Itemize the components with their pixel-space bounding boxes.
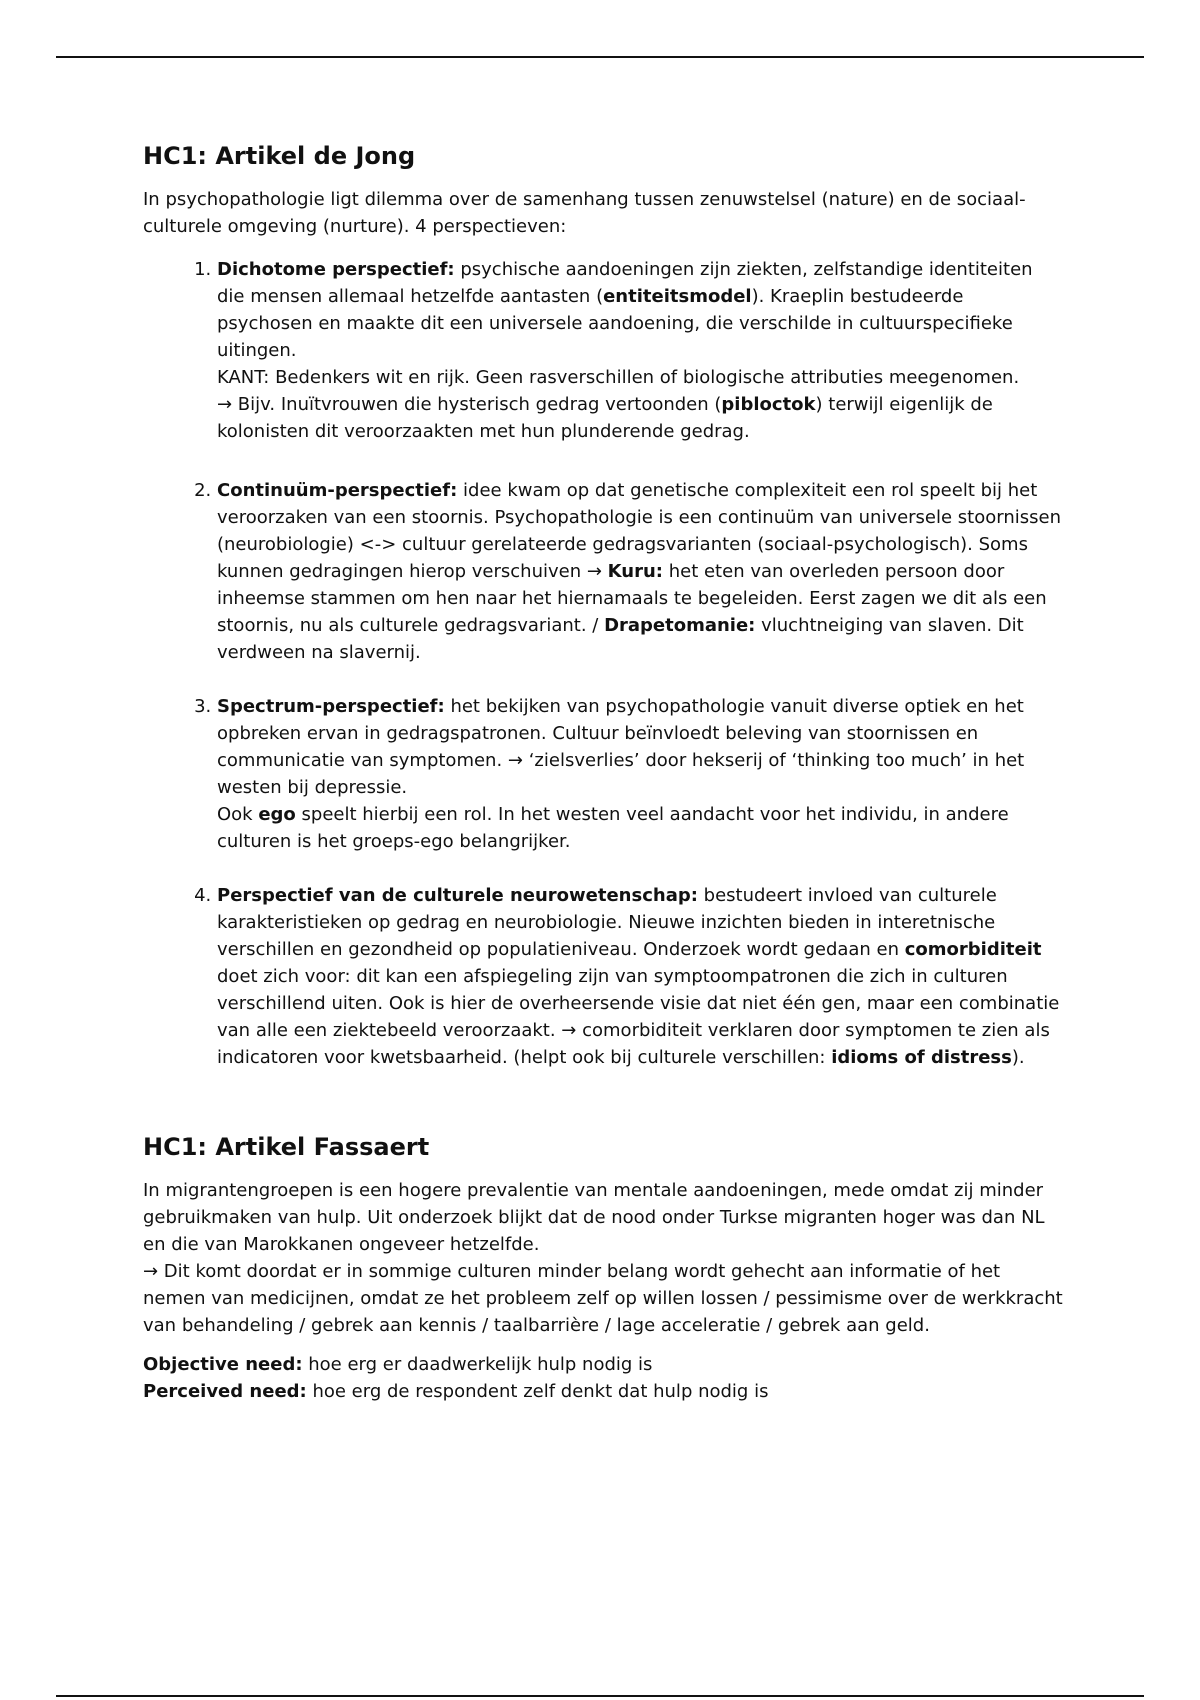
term-idioms-of-distress: idioms of distress bbox=[831, 1047, 1012, 1068]
objective-need-definition: hoe erg er daadwerkelijk hulp nodig is bbox=[302, 1354, 653, 1375]
list-item-spectrum: 3. Spectrum-perspectief: het bekijken van psychopathologie vanuit diverse optiek en het opbreken ervan in gedragspatronen. Cultuur beïnvloedt beleving van stoornissen en communicatie van symptomen. → ‘zielsverlies’ door hekserij of ‘thinking too much’ in het westen bij depressie. Ook ego speelt hierbij een rol. In het westen veel aandacht voor het individu, in andere culturen is het groeps-ego belangrijker. bbox=[217, 693, 1063, 855]
document-body bbox=[143, 140, 1063, 1405]
section-intro: In psychopathologie ligt dilemma over de samenhang tussen zenuwstelsel (nature) en de sociaal-culturele omgeving (nurture). 4 perspectieven: bbox=[143, 189, 1026, 237]
term-entiteitsmodel: entiteitsmodel bbox=[603, 286, 752, 307]
term-ego: ego bbox=[258, 804, 296, 825]
term-kuru: Kuru: bbox=[607, 561, 663, 582]
list-item-continuum: 2. Continuüm-perspectief: idee kwam op dat genetische complexiteit een rol speelt bij het veroorzaken van een stoornis. Psychopathologie is een continuüm van universele stoornissen (neurobiologie) <-> cultuur gerelateerde gedragsvarianten (sociaal-psychologisch). Soms kunnen gedragingen hierop verschuiven → Kuru: het eten van overleden persoon door inheemse stammen om hen naar het hiernamaals te begeleiden. Eerst zagen we dit als een stoornis, nu als culturele gedragsvariant. / Drapetomanie: vluchtneiging van slaven. Dit verdween na slavernij. bbox=[217, 477, 1063, 666]
term-pibloctok: pibloctok bbox=[721, 394, 816, 415]
page-top-rule bbox=[56, 56, 1144, 58]
term-perceived-need: Perceived need: bbox=[143, 1381, 307, 1402]
term-continuum: Continuüm-perspectief: bbox=[217, 480, 458, 501]
list-item-neurowetenschap: 4. Perspectief van de culturele neurowetenschap: bestudeert invloed van culturele karakteristieken op gedrag en neurobiologie. Nieuwe inzichten bieden in interetnische verschillen en gezondheid op populatieniveau. Onderzoek wordt gedaan en comorbiditeit doet zich voor: dit kan een afspiegeling zijn van symptoompatronen die zich in culturen verschillend uiten. Ook is hier de overheersende visie dat niet één gen, maar een combinatie van alle een ziektebeeld veroorzaakt. → comorbiditeit verklaren door symptomen te zien als indicatoren voor kwetsbaarheid. (helpt ook bij culturele verschillen: idioms of distress). bbox=[217, 882, 1063, 1071]
term-spectrum: Spectrum-perspectief: bbox=[217, 696, 445, 717]
section-title: HC1: Artikel de Jong bbox=[143, 142, 416, 170]
perceived-need-definition: hoe erg de respondent zelf denkt dat hulp nodig is bbox=[306, 1381, 769, 1402]
term-comorbiditeit: comorbiditeit bbox=[904, 939, 1042, 960]
section-paragraph: In migrantengroepen is een hogere prevalentie van mentale aandoeningen, mede omdat zij minder gebruikmaken van hulp. Uit onderzoek blijkt dat de nood onder Turkse migranten hoger was dan NL en die van Marokkanen ongeveer hetzelfde. → Dit komt doordat er in sommige culturen minder belang wordt gehecht aan informatie of het nemen van medicijnen, omdat ze het probleem zelf op willen lossen / pessimisme over de werkkracht van behandeling / gebrek aan kennis / taalbarrière / lage acceleratie / gebrek aan geld. bbox=[143, 1180, 1063, 1336]
section-fassaert bbox=[143, 1131, 1063, 1405]
term-drapetomanie: Drapetomanie: bbox=[604, 615, 756, 636]
need-definitions bbox=[143, 1351, 1063, 1405]
list-item-dichotome: 1. Dichotome perspectief: psychische aandoeningen zijn ziekten, zelfstandige identiteiten die mensen allemaal hetzelfde aantasten (entiteitsmodel). Kraeplin bestudeerde psychosen en maakte dit een universele aandoening, die verschilde in cultuurspecifieke uitingen. KANT: Bedenkers wit en rijk. Geen rasverschillen of biologische attributies meegenomen. → Bijv. Inuïtvrouwen die hysterisch gedrag vertoonden (pibloctok) terwijl eigenlijk de kolonisten dit veroorzaakten met hun plunderende gedrag. bbox=[217, 256, 1063, 445]
perspectives-list bbox=[143, 256, 1063, 1071]
term-neurowetenschap: Perspectief van de culturele neurowetenschap: bbox=[217, 885, 698, 906]
kant-note: KANT: Bedenkers wit en rijk. Geen rasverschillen of biologische attributies meegenomen. bbox=[217, 367, 1020, 388]
section-de-jong bbox=[143, 140, 1063, 1071]
term-objective-need: Objective need: bbox=[143, 1354, 303, 1375]
term-dichotome: Dichotome perspectief: bbox=[217, 259, 455, 280]
section-title: HC1: Artikel Fassaert bbox=[143, 1133, 430, 1161]
page-bottom-rule bbox=[56, 1695, 1144, 1697]
